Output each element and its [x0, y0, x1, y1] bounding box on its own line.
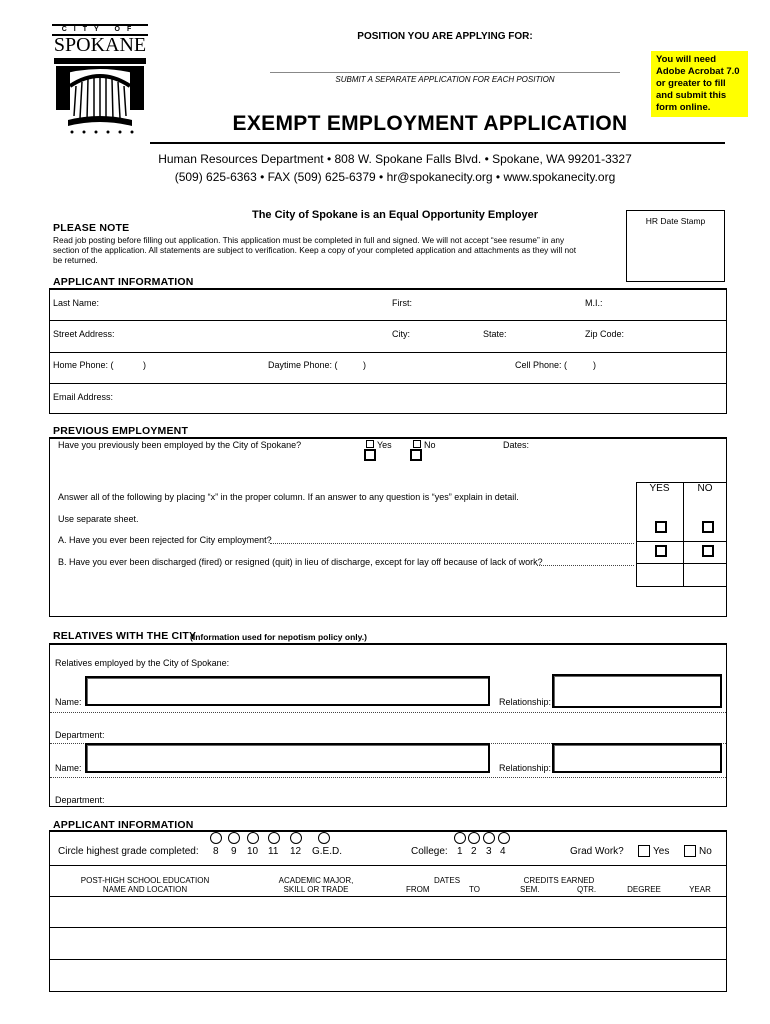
city-logo [52, 24, 148, 136]
grad-work-yes-label: Yes [653, 846, 670, 857]
hr-address-line1: Human Resources Department • 808 W. Spokane Falls Blvd. • Spokane, WA 99201-3327 [158, 152, 632, 166]
hr-address-line2: (509) 625-6363 • FAX (509) 625-6379 • hr@spokanecity.org • www.spokanecity.org [174, 170, 616, 184]
grad-work-no-label: No [699, 846, 712, 857]
yes-no-grid [636, 482, 727, 587]
email-address-field[interactable]: Email Address: [53, 392, 114, 402]
edu-col-to-h: TO [469, 885, 480, 894]
edu-row-2[interactable] [50, 928, 726, 959]
applicant-info-heading: APPLICANT INFORMATION [53, 276, 194, 288]
previous-employment-heading: PREVIOUS EMPLOYMENT [53, 425, 189, 437]
grade-circle-12[interactable] [290, 832, 302, 844]
grade-ged: G.E.D. [312, 846, 343, 857]
adobe-notice [651, 51, 748, 117]
relative2-name-label: Name: [55, 763, 82, 773]
please-note-line2: section of the application. All statements are subject to verification. Keep a copy of your completed application and attachments as they will not [53, 245, 576, 255]
title-rule [150, 142, 725, 144]
question-b: B. Have you ever been discharged (fired) or resigned (quit) in lieu of discharge, except for lay off because of lack of work? [58, 557, 543, 567]
relative1-name-label: Name: [55, 697, 82, 707]
mi-field[interactable]: M.I.: [585, 298, 603, 308]
row-divider [49, 383, 727, 384]
edu-col-school-h2: NAME AND LOCATION [102, 885, 188, 894]
city-field[interactable]: City: [392, 329, 410, 339]
state-field[interactable]: State: [483, 329, 507, 339]
grade-circle-label: Circle highest grade completed: [58, 846, 199, 857]
qb-yes-checkbox[interactable] [655, 545, 667, 557]
college-year-3: 3 [486, 846, 492, 857]
grade-circle-9[interactable] [228, 832, 240, 844]
prev-no-checkbox-small[interactable] [413, 440, 421, 448]
college-year-1: 1 [457, 846, 463, 857]
edu-table-top [49, 865, 727, 866]
edu-col-qtr-h: QTR. [577, 885, 597, 894]
prev-yes-checkbox[interactable] [364, 449, 376, 461]
row-divider [49, 320, 727, 321]
edu-col-major-h2: SKILL OR TRADE [283, 885, 349, 894]
logo-main-text: SPOKANE [53, 34, 147, 56]
question-b-leader [537, 565, 634, 566]
first-name-field[interactable]: First: [392, 298, 412, 308]
question-a-leader [270, 543, 634, 544]
edu-col-school-h1: POST-HIGH SCHOOL EDUCATION [80, 876, 210, 885]
grade-12: 12 [290, 846, 302, 857]
relatives-employed-label: Relatives employed by the City of Spokane: [55, 658, 230, 668]
hr-date-stamp-label: HR Date Stamp [645, 216, 706, 226]
edu-col-dates-h: DATES [433, 876, 461, 885]
college-circle-2[interactable] [468, 832, 480, 844]
grade-circle-11[interactable] [268, 832, 280, 844]
zip-code-field[interactable]: Zip Code: [585, 329, 625, 339]
edu-row-3[interactable] [50, 960, 726, 991]
grad-work-yes-checkbox[interactable] [638, 845, 650, 857]
previous-employment-box [49, 437, 727, 617]
hr-date-stamp-box [626, 210, 725, 282]
grade-circle-ged[interactable] [318, 832, 330, 844]
relative1-department-label: Department: [55, 730, 105, 740]
relative2-relationship-input[interactable] [552, 743, 722, 773]
col-yes-header: YES [649, 483, 670, 494]
edu-col-year-h: YEAR [689, 885, 711, 894]
relative1-relationship-label: Relationship: [499, 697, 552, 707]
relative1-underline [50, 712, 726, 713]
relative1-relationship-input[interactable] [552, 674, 722, 708]
college-circle-4[interactable] [498, 832, 510, 844]
education-heading: APPLICANT INFORMATION [53, 819, 194, 831]
prev-dates-field[interactable]: Dates: [503, 440, 530, 450]
college-year-4: 4 [500, 846, 506, 857]
relative2-relationship-label: Relationship: [499, 763, 552, 773]
grade-9: 9 [231, 846, 237, 857]
edu-col-from-h: FROM [406, 885, 430, 894]
college-circle-1[interactable] [454, 832, 466, 844]
prev-yes-checkbox-small[interactable] [366, 440, 374, 448]
please-note-line1: Read job posting before filling out application. This application must be completed in full and signed. We will not accept “see resume” in any [53, 235, 565, 245]
edu-col-degree-h: DEGREE [627, 885, 661, 894]
page-title: EXEMPT EMPLOYMENT APPLICATION [232, 112, 628, 135]
cell-phone-field[interactable]: Cell Phone: ( [515, 360, 568, 370]
prev-no-checkbox[interactable] [410, 449, 422, 461]
qa-yes-checkbox[interactable] [655, 521, 667, 533]
answer-instructions: Answer all of the following by placing “x” in the proper column. If an answer to any question is “yes” explain in detail. [58, 492, 519, 502]
street-address-field[interactable]: Street Address: [53, 329, 115, 339]
prev-yes-label: Yes [377, 440, 392, 450]
grid-divider [636, 541, 727, 542]
bridge-falls-icon [52, 56, 148, 136]
adobe-notice-text: You will need Adobe Acrobat 7.0 or greater to fill and submit this form online. [656, 54, 740, 113]
applicant-info-box [49, 288, 727, 414]
grad-work-label: Grad Work? [570, 846, 624, 857]
home-phone-field[interactable]: Home Phone: ( [53, 360, 114, 370]
last-name-field[interactable]: Last Name: [53, 298, 100, 308]
grade-circle-8[interactable] [210, 832, 222, 844]
qb-no-checkbox[interactable] [702, 545, 714, 557]
logo-top-text: CITY OF [52, 24, 148, 36]
edu-col-credits-h: CREDITS EARNED [523, 876, 595, 885]
grade-circle-10[interactable] [247, 832, 259, 844]
daytime-phone-close: ) [363, 360, 366, 370]
grid-divider [683, 482, 684, 587]
prev-no-label: No [424, 440, 436, 450]
separate-sheet-note: Use separate sheet. [58, 514, 139, 524]
position-field[interactable] [270, 72, 620, 73]
question-a: A. Have you ever been rejected for City employment? [58, 535, 272, 545]
grade-10: 10 [247, 846, 259, 857]
grid-divider [636, 563, 727, 564]
relatives-heading: RELATIVES WITH THE CITY [53, 630, 197, 642]
grad-work-no-checkbox[interactable] [684, 845, 696, 857]
relative2-underline [50, 777, 726, 778]
row-divider [49, 352, 727, 353]
relative2-name-input[interactable] [85, 743, 490, 773]
previous-employment-question: Have you previously been employed by the City of Spokane? [58, 440, 302, 450]
relative2-department-label: Department: [55, 795, 105, 805]
qa-no-checkbox[interactable] [702, 521, 714, 533]
edu-row-1[interactable] [50, 897, 726, 927]
grade-11: 11 [268, 846, 279, 857]
college-year-2: 2 [471, 846, 477, 857]
college-label: College: [411, 846, 448, 857]
grade-8: 8 [213, 846, 219, 857]
relatives-subtitle: (Information used for nepotism policy only.) [190, 632, 367, 642]
eoe-statement: The City of Spokane is an Equal Opportunity Employer [251, 209, 539, 221]
please-note-title: PLEASE NOTE [53, 222, 130, 234]
please-note-line3: be returned. [53, 255, 98, 265]
edu-col-sem-h: SEM. [520, 885, 540, 894]
submit-note: SUBMIT A SEPARATE APPLICATION FOR EACH POSITION [335, 75, 555, 84]
college-circle-3[interactable] [483, 832, 495, 844]
relative1-name-input[interactable] [85, 676, 490, 706]
home-phone-close: ) [143, 360, 146, 370]
cell-phone-close: ) [593, 360, 596, 370]
daytime-phone-field[interactable]: Daytime Phone: ( [268, 360, 338, 370]
edu-col-major-h1: ACADEMIC MAJOR, [278, 876, 354, 885]
col-no-header: NO [697, 483, 713, 494]
position-label: POSITION YOU ARE APPLYING FOR: [357, 31, 533, 42]
